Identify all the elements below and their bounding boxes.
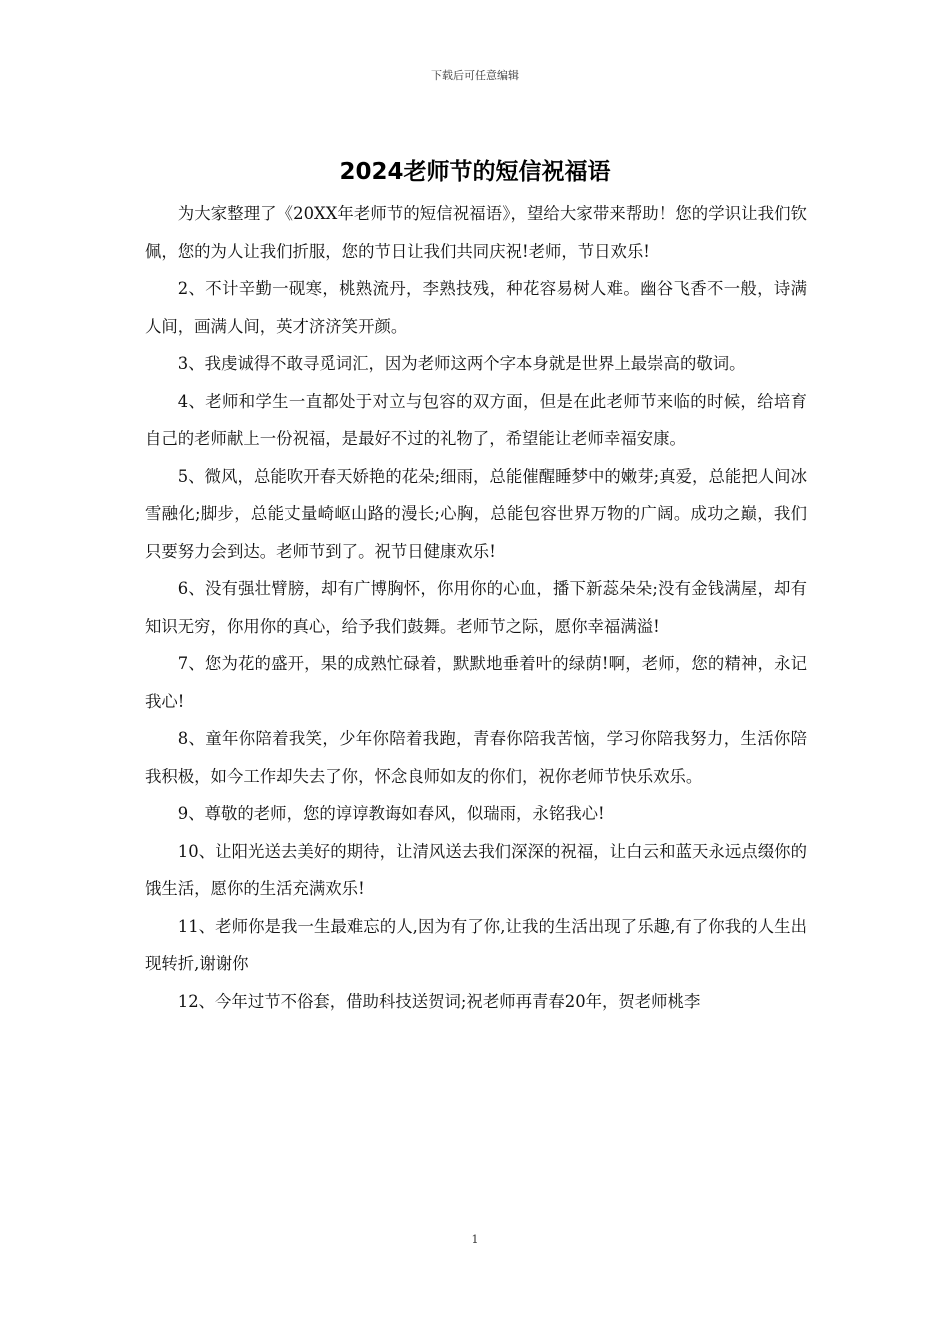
paragraph-3: 3、我虔诚得不敢寻觅词汇，因为老师这两个字本身就是世界上最崇高的敬词。 [177,354,746,373]
paragraph-2: 2、不计辛勤一砚寒，桃熟流丹，李熟技残，种花容易树人难。幽谷飞香不一般，诗满人间，画满人间，英才济济笑开颜。 [145,279,807,336]
document-body [145,195,807,1020]
paragraph-4: 4、老师和学生一直都处于对立与包容的双方面，但是在此老师节来临的时候，给培育自己的老师献上一份祝福，是最好不过的礼物了，希望能让老师幸福安康。 [145,391,807,448]
paragraph-7: 7、您为花的盛开，果的成熟忙碌着，默默地垂着叶的绿荫!啊，老师，您的精神，永记我心! [145,654,807,711]
paragraph-9: 9、尊敬的老师，您的谆谆教诲如春风，似瑞雨，永铭我心! [177,804,605,823]
paragraph-10: 10、让阳光送去美好的期待，让清风送去我们深深的祝福，让白云和蓝天永远点缀你的饿生活，愿你的生活充满欢乐! [145,841,807,898]
paragraph-5: 5、微风，总能吹开春天娇艳的花朵;细雨，总能催醒睡梦中的嫩芽;真爱，总能把人间冰雪融化;脚步，总能丈量崎岖山路的漫长;心胸，总能包容世界万物的广阔。成功之巅，我们只要努力会到达。老师节到了。祝节日健康欢乐! [145,466,807,561]
page-number: 1 [471,1233,479,1246]
paragraph-11: 11、老师你是我一生最难忘的人,因为有了你,让我的生活出现了乐趣,有了你我的人生出现转折,谢谢你 [145,916,807,973]
paragraph-intro: 为大家整理了《20XX年老师节的短信祝福语》，望给大家带来帮助！您的学识让我们钦佩，您的为人让我们折服，您的节日让我们共同庆祝!老师，节日欢乐! [145,204,807,261]
paragraph-12: 12、今年过节不俗套，借助科技送贺词;祝老师再青春20年，贺老师桃李 [177,991,701,1011]
paragraph-8: 8、童年你陪着我笑，少年你陪着我跑，青春你陪我苦恼，学习你陪我努力，生活你陪我积极，如今工作却失去了你，怀念良师如友的你们，祝你老师节快乐欢乐。 [145,729,807,786]
document-title: 2024老师节的短信祝福语 [339,159,611,185]
paragraph-6: 6、没有强壮臂膀，却有广博胸怀，你用你的心血，播下新蕊朵朵;没有金钱满屋，却有知识无穷，你用你的真心，给予我们鼓舞。老师节之际，愿你幸福满溢! [145,579,807,636]
page-header: 下载后可任意编辑 [431,69,519,82]
